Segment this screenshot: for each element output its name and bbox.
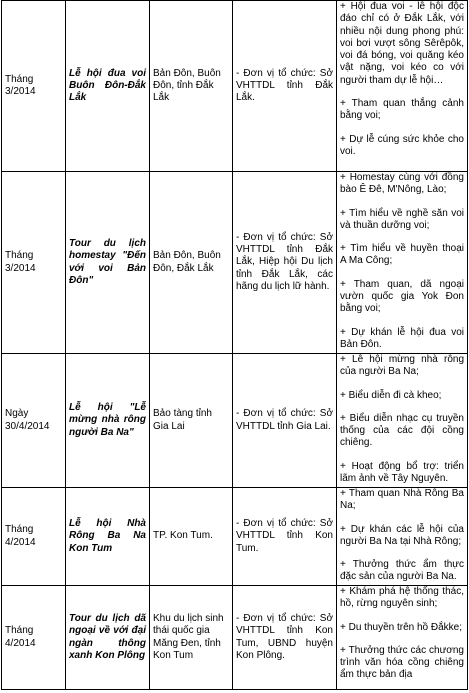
event-activities [337,586,468,690]
activity-item: + Lễ hội mừng nhà rông của người Ba Na; [340,354,464,378]
activity-item: + Dự lễ cúng sức khỏe cho voi. [340,133,464,157]
event-activities [337,172,468,354]
activity-item: + Thưởng thức các chương trình văn hóa cồng chiêng ẩm thực bản địa [340,644,464,681]
event-place: Bản Đôn, Buôn Đôn, tỉnh Đắk Lắk [150,1,233,172]
activity-item: + Du thuyền trên hồ Đắkke; [340,621,463,633]
activity-item: + Tham quan, dã ngoại vườn quốc gia Yok Đon bằng voi; [340,278,464,315]
event-organizer: - Đơn vị tổ chức: Sở VHTTDL tỉnh Kon Tum. [233,488,337,586]
activity-item: + Tìm hiểu về nghề săn voi và thuần dưỡng voi; [340,207,464,231]
activity-item: + Dự khán lễ hội đua voi Bản Đôn. [340,326,464,350]
event-activities [337,488,468,586]
activity-item: + Tham quan thắng cảnh bằng voi; [340,98,464,122]
event-organizer: - Đơn vị tổ chức: Sở VHTTDL tỉnh Đắk Lắk, Hiệp hội Du lịch tỉnh Đắk Lắk, các hãng du lịch lữ hành. [233,172,337,354]
event-activities [337,354,468,488]
event-name: Tour du lịch homestay "Đến với voi Bản Đôn" [66,172,150,354]
table-row [2,1,468,172]
activity-item: + Dự khán các lễ hội của người Ba Na tại Nhà Rông; [340,523,464,547]
activity-item: + Khám phá hệ thống thác, hồ, rừng nguyên sinh; [340,586,464,610]
table-row [2,172,468,354]
event-name: Tour du lịch dã ngoại về với đại ngàn thông xanh Kon Plông [66,586,150,690]
event-organizer: - Đơn vị tổ chức: Sở VHTTDL tỉnh Kon Tum, UBND huyện Kon Plông. [233,586,337,690]
activity-item: + Hội đua voi - lễ hội độc đáo chỉ có ở Đắk Lắk, với nhiều nội dung phong phú: voi bơi vượt sông Sêrêpôk, voi đá bóng, voi quăng kéo vật nặng, voi kéo co với người tham dự lễ hội… [340,1,464,86]
event-time: Tháng 3/2014 [2,1,66,172]
event-place: Bản Đôn, Buôn Đôn, Đắk Lắk [150,172,233,354]
activity-item: + Biểu diễn đi cà kheo; [340,389,442,401]
activity-item: + Tìm hiểu về huyền thoại A Ma Công; [340,243,464,267]
event-time: Tháng 4/2014 [2,488,66,586]
event-name: Lễ hội "Lễ mừng nhà rông người Ba Na" [66,354,150,488]
activity-item: + Biểu diễn nhạc cụ truyền thống của các đội cồng chiêng. [340,412,464,449]
event-organizer: - Đơn vị tổ chức: Sở VHTTDL tỉnh Gia Lai. [233,354,337,488]
activity-item: + Tham quan Nhà Rông Ba Na; [340,488,464,512]
event-time: Tháng 4/2014 [2,586,66,690]
activity-item: + Hoạt động bổ trợ: triển lãm ảnh về Tây Nguyên. [340,460,464,485]
event-name: Lễ hội Nhà Rông Ba Na Kon Tum [66,488,150,586]
event-place: Khu du lịch sinh thái quốc gia Măng Đen, tỉnh Kon Tum [150,586,233,690]
table-row [2,586,468,690]
event-name: Lễ hội đua voi Buôn Đôn-Đắk Lắk [66,1,150,172]
events-table [1,0,468,690]
table-row [2,488,468,586]
event-activities [337,1,468,172]
table-row [2,354,468,488]
event-place: TP. Kon Tum. [150,488,233,586]
event-time: Ngày 30/4/2014 [2,354,66,488]
activity-item: + Homestay cùng với đồng bào Ê Đê, M'Nông, Lào; [340,172,464,196]
activity-item: + Thưởng thức ẩm thực đặc sản của người Ba Na. [340,559,464,583]
event-place: Bảo tàng tỉnh Gia Lai [150,354,233,488]
event-time: Tháng 3/2014 [2,172,66,354]
event-organizer: - Đơn vị tổ chức: Sở VHTTDL tỉnh Đắk Lắk. [233,1,337,172]
